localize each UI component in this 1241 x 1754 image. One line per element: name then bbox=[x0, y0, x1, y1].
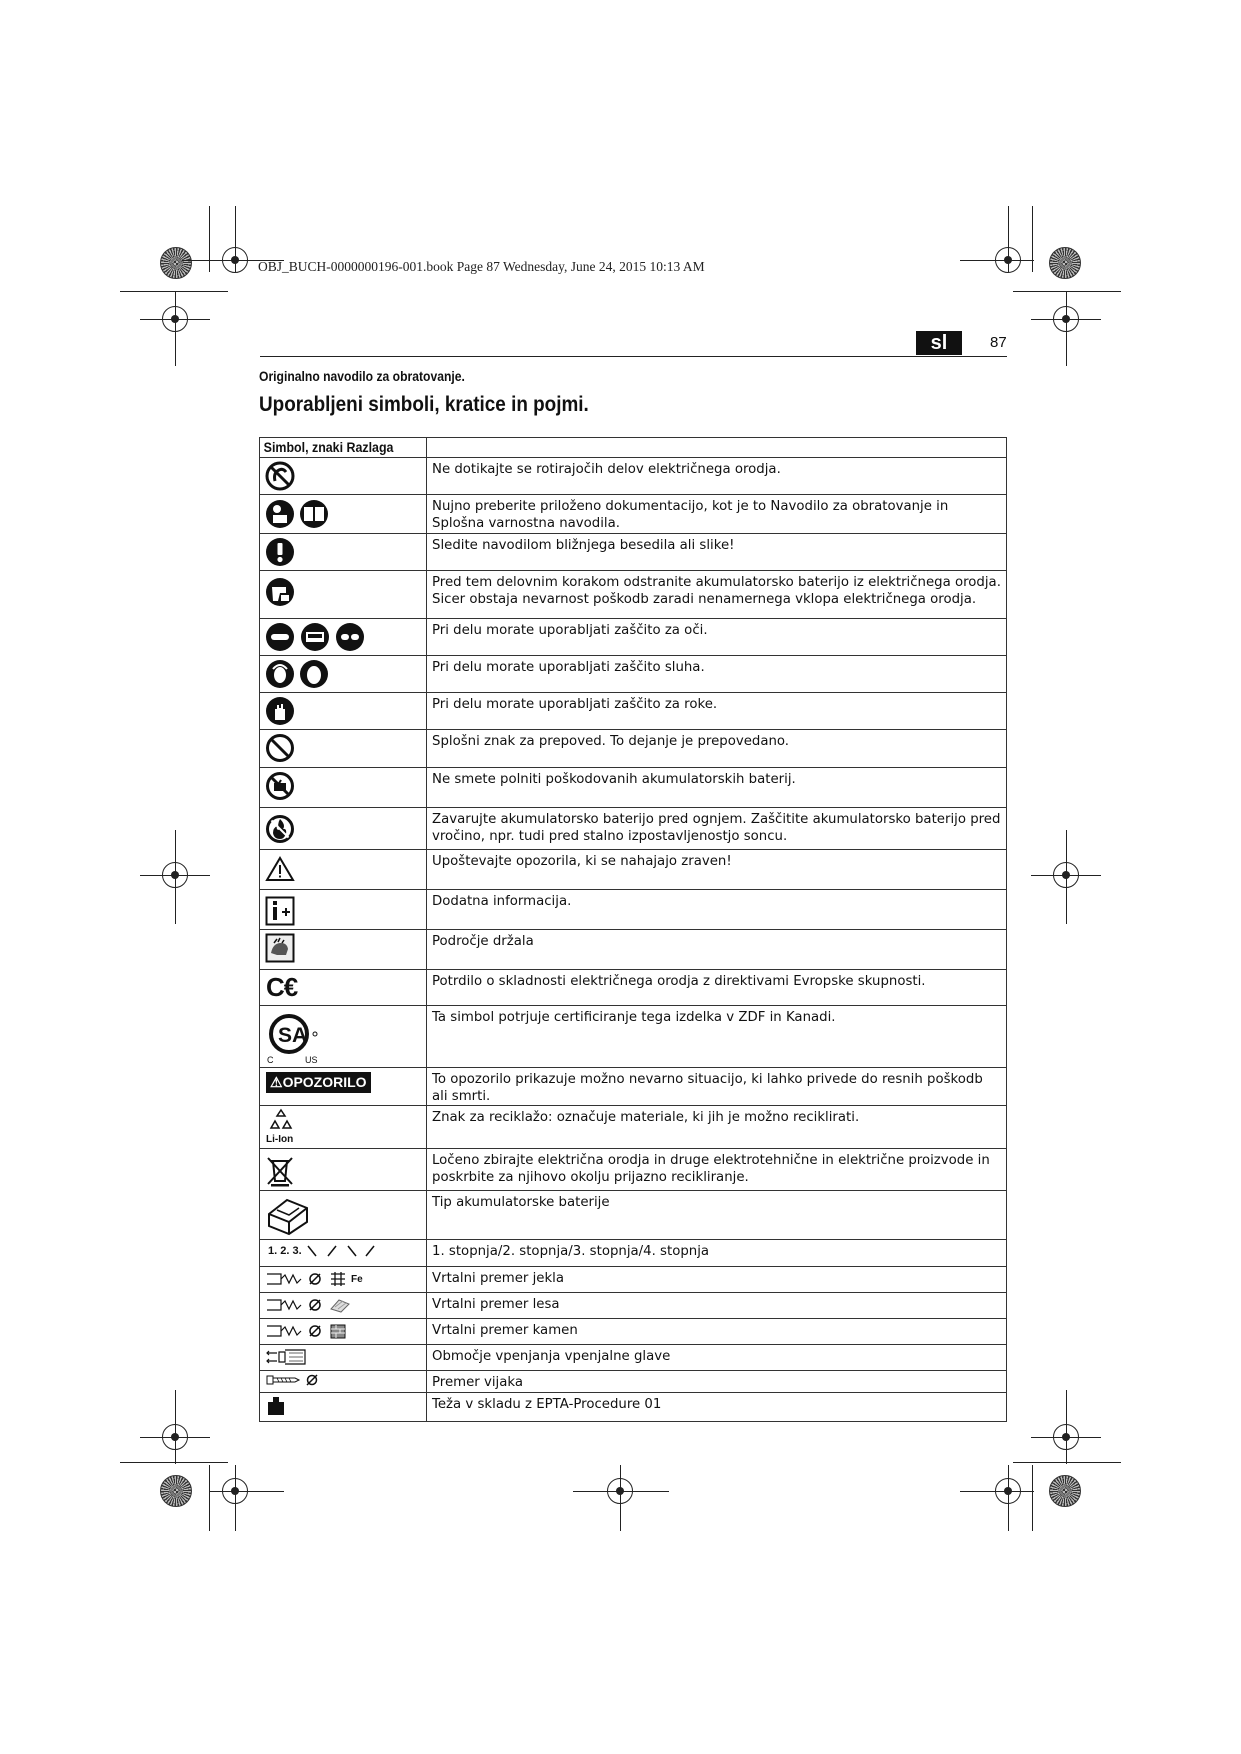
ear-protection-icon bbox=[265, 659, 331, 689]
svg-text:US: US bbox=[305, 1055, 318, 1064]
weee-bin-icon bbox=[265, 1155, 295, 1187]
table-row: Li-Ion Znak za reciklažo: označuje materiale, ki jih je možno reciklirati. bbox=[260, 1106, 1007, 1149]
eye-protection-icon bbox=[265, 622, 365, 652]
table-row: Pred tem delovnim korakom odstranite akumulatorsko baterijo iz električnega orodja. Sicer obstaja nevarnost poškodb zaradi nenamernega vklopa električnega orodja. bbox=[260, 571, 1007, 619]
screw-diameter-icon bbox=[265, 1373, 321, 1387]
table-row: Splošni znak za prepoved. To dejanje je prepovedano. bbox=[260, 730, 1007, 768]
table-row: Sledite navodilom bližnjega besedila ali slike! bbox=[260, 534, 1007, 571]
gear-stages-icon: 1. 2. 3. bbox=[260, 1240, 426, 1262]
exclamation-icon bbox=[265, 537, 295, 567]
battery-type-icon bbox=[265, 1194, 311, 1236]
symbols-table bbox=[259, 437, 1007, 1422]
table-row: Ne dotikajte se rotirajočih delov električnega orodja. bbox=[260, 458, 1007, 495]
language-badge: sl bbox=[916, 331, 962, 355]
table-row: Teža v skladu z EPTA-Procedure 01 bbox=[260, 1393, 1007, 1422]
page-title: Uporabljeni simboli, kratice in pojmi. bbox=[259, 393, 589, 416]
warning-label-icon: ⚠OPOZORILO bbox=[266, 1072, 371, 1093]
table-header: Simbol, znaki Razlaga bbox=[263, 440, 394, 455]
warning-triangle-icon bbox=[265, 856, 295, 882]
grip-area-icon bbox=[265, 933, 295, 963]
chuck-range-icon bbox=[265, 1348, 309, 1366]
read-manual-icon bbox=[265, 498, 331, 530]
csa-mark-icon bbox=[265, 1012, 325, 1064]
table-row: Področje držala bbox=[260, 930, 1007, 970]
weight-icon bbox=[266, 1396, 286, 1416]
table-row: Dodatna informacija. bbox=[260, 890, 1007, 930]
table-row: C€ Potrdilo o skladnosti električnega orodja z direktivami Evropske skupnosti. bbox=[260, 970, 1007, 1006]
drill-wood-icon bbox=[260, 1293, 426, 1317]
drill-stone-icon bbox=[260, 1319, 426, 1343]
table-header-row bbox=[260, 438, 1007, 458]
svg-text:C: C bbox=[267, 1055, 274, 1064]
recycle-li-ion-icon: Li-Ion bbox=[260, 1106, 426, 1147]
rosette-mark-icon bbox=[160, 1475, 192, 1507]
do-not-touch-rotating-icon bbox=[265, 461, 295, 491]
protect-from-fire-icon bbox=[265, 814, 295, 844]
table-row: Območje vpenjanja vpenjalne glave bbox=[260, 1345, 1007, 1371]
drill-steel-icon: Fe bbox=[260, 1267, 426, 1291]
hand-protection-icon bbox=[265, 696, 295, 726]
table-row: ⚠OPOZORILO To opozorilo prikazuje možno nevarno situacijo, ki lahko privede do resnih poškodb ali smrti. bbox=[260, 1068, 1007, 1106]
table-row: Pri delu morate uporabljati zaščito za roke. bbox=[260, 693, 1007, 730]
table-row: Pri delu morate uporabljati zaščito za oči. bbox=[260, 619, 1007, 656]
table-row: Ne smete polniti poškodovanih akumulatorskih baterij. bbox=[260, 768, 1007, 808]
table-row: Ločeno zbirajte električna orodja in druge elektrotehnične in električne proizvode in poskrbite za njihovo okolju prijazno recikliranje. bbox=[260, 1149, 1007, 1191]
document-subtitle: Originalno navodilo za obratovanje. bbox=[259, 369, 465, 384]
rosette-mark-icon bbox=[160, 247, 192, 279]
info-icon bbox=[265, 896, 295, 926]
table-row: Pri delu morate uporabljati zaščito sluha. bbox=[260, 656, 1007, 693]
header-rule bbox=[260, 356, 1007, 357]
rosette-mark-icon bbox=[1049, 247, 1081, 279]
table-row: Vrtalni premer lesa bbox=[260, 1293, 1007, 1319]
table-row: Premer vijaka bbox=[260, 1371, 1007, 1393]
prohibition-icon bbox=[265, 733, 295, 763]
table-row: Tip akumulatorske baterije bbox=[260, 1191, 1007, 1240]
page-number: 87 bbox=[990, 334, 1007, 351]
no-charge-damaged-battery-icon bbox=[265, 771, 295, 801]
print-slug: OBJ_BUCH-0000000196-001.book Page 87 Wednesday, June 24, 2015 10:13 AM bbox=[258, 259, 705, 274]
table-row: Upoštevajte opozorila, ki se nahajajo zraven! bbox=[260, 850, 1007, 890]
table-row: Zavarujte akumulatorsko baterijo pred ognjem. Zaščitite akumulatorsko baterijo pred vročino, npr. tudi pred stalno izpostavljenostjo soncu. bbox=[260, 808, 1007, 850]
table-row: Vrtalni premer kamen bbox=[260, 1319, 1007, 1345]
svg-text:SA: SA bbox=[278, 1024, 308, 1047]
table-row: SA C US Ta simbol potrjuje certificiranje tega izdelka v ZDF in Kanadi. bbox=[260, 1006, 1007, 1068]
table-row: Fe Vrtalni premer jekla bbox=[260, 1267, 1007, 1293]
rosette-mark-icon bbox=[1049, 1475, 1081, 1507]
remove-battery-icon bbox=[265, 577, 295, 607]
table-row: 1. 2. 3. 1. stopnja/2. stopnja/3. stopnja/4. stopnja bbox=[260, 1240, 1007, 1267]
ce-mark-icon: C€ bbox=[266, 972, 298, 1002]
table-row: Nujno preberite priloženo dokumentacijo, kot je to Navodilo za obratovanje in Splošna varnostna navodila. bbox=[260, 495, 1007, 534]
